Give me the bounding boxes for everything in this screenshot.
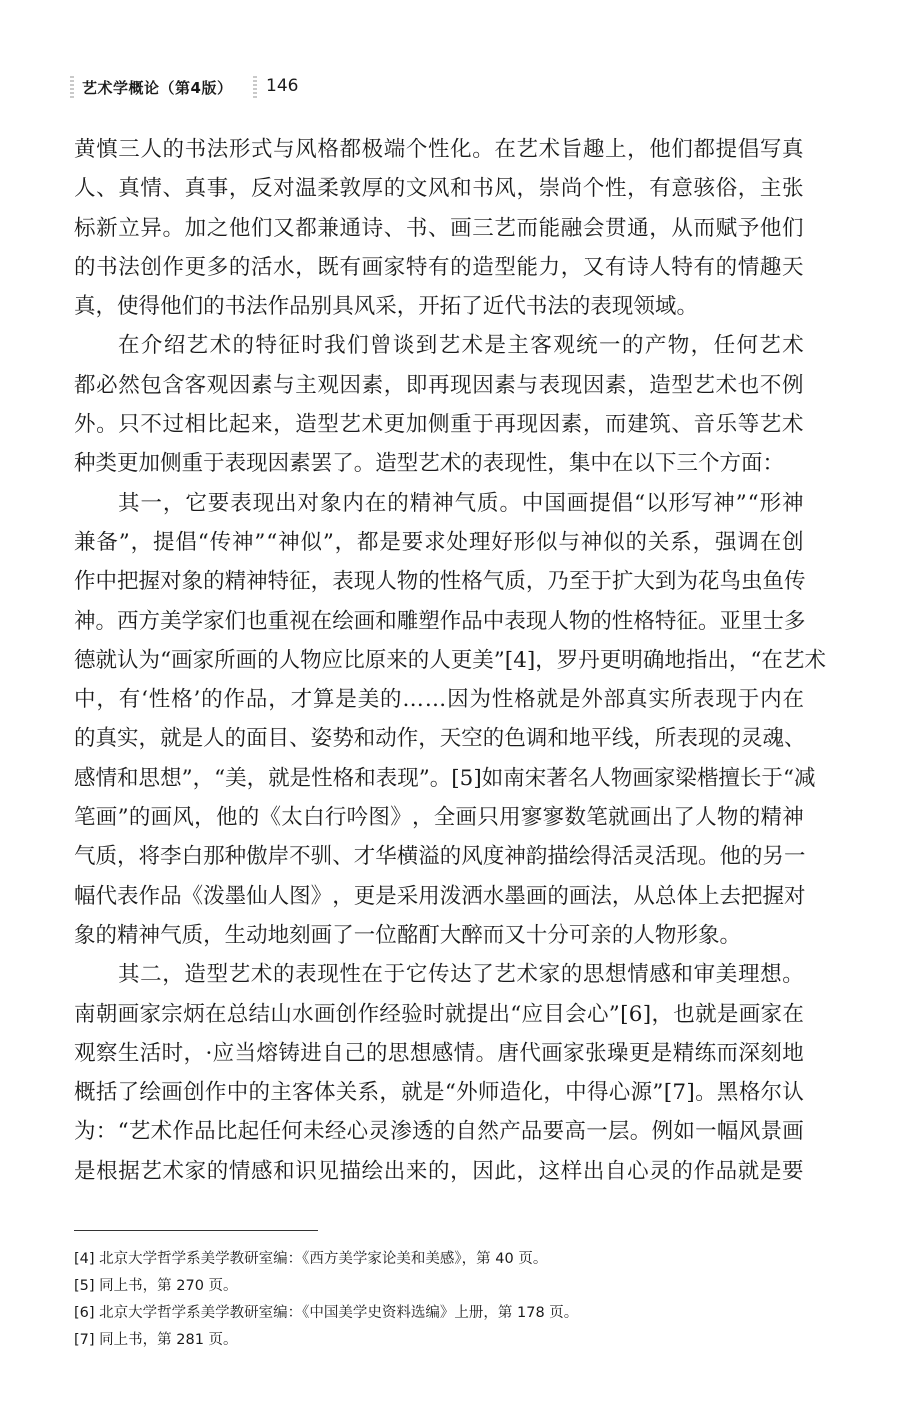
text-line: 为 ： “ 艺 术 作 品 比 起 任 何 未 经 心 灵 渗 透 的 自 然 产 品 要 高 一 层 。 例 如 一 幅 风 景 画 xyxy=(74,1119,804,1145)
text-line: 神 。 西 方 美 学 家 们 也 重 视 在 绘 画 和 雕 塑 作 品 中 表 现 人 物 的 性 格 特 征 。 亚 里 士 多 xyxy=(74,608,806,634)
text-line: 真 ， 使 得 他 们 的 书 法 作 品 别 具 风 采 ， 开 拓 了 近 代 书 法 的 表 现 领 域 。 xyxy=(74,294,698,320)
text-line: 作 中 把 握 对 象 的 精 神 特 征 ， 表 现 人 物 的 性 格 气 质 ， 乃 至 于 扩 大 到 为 花 鸟 虫 鱼 传 xyxy=(74,569,806,595)
text-line: 其 一 ， 它 要 表 现 出 对 象 内 在 的 精 神 气 质 。 中 国 画 提 倡 “ 以 形 写 神 ” “ 形 神 xyxy=(118,490,804,516)
text-line: 其 二 ， 造 型 艺 术 的 表 现 性 在 于 它 传 达 了 艺 术 家 的 思 想 情 感 和 审 美 理 想 。 xyxy=(118,962,804,988)
page-number: 146 xyxy=(266,76,299,96)
header-ornament xyxy=(70,76,74,100)
footnote: [7] 同上书，第 281 页。 xyxy=(74,1332,238,1348)
text-line: 南 朝 画 家 宗 炳 在 总 结 山 水 画 创 作 经 验 时 就 提 出 “ 应 目 会 心 ” [ 6 ] ， 也 就 是 画 家 在 xyxy=(74,1001,804,1027)
text-line: 是 根 据 艺 术 家 的 情 感 和 识 见 描 绘 出 来 的 ， 因 此 ， 这 样 出 自 心 灵 的 作 品 就 是 要 xyxy=(74,1158,804,1184)
footnote: [6] 北京大学哲学系美学教研室编：《中国美学史资料选编》上册，第 178 页。 xyxy=(74,1305,579,1321)
text-line: 德 就 认 为 “ 画 家 所 画 的 人 物 应 比 原 来 的 人 更 美 ” [ 4 ] ， 罗 丹 更 明 确 地 指 出 ， “ 在 艺 术 xyxy=(74,647,826,673)
text-line: 感 情 和 思 想 ” ， “ 美 ， 就 是 性 格 和 表 现 ” 。 [ 5 ] 如 南 宋 著 名 人 物 画 家 梁 楷 擅 长 于 “ 减 xyxy=(74,765,816,791)
text-line: 笔 画 ” 的 画 风 ， 他 的 《 太 白 行 吟 图 》 ， 全 画 只 用 寥 寥 数 笔 就 画 出 了 人 物 的 精 神 xyxy=(74,805,804,831)
text-line: 的 真 实 ， 就 是 人 的 面 目 、 姿 势 和 动 作 ， 天 空 的 色 调 和 地 平 线 ， 所 表 现 的 灵 魂 、 xyxy=(74,726,806,752)
running-header xyxy=(70,74,330,104)
text-line: 标 新 立 异 。 加 之 他 们 又 都 兼 通 诗 、 书 、 画 三 艺 而 能 融 会 贯 通 ， 从 而 赋 予 他 们 xyxy=(74,215,804,241)
text-line: 观 察 生 活 时 ， · 应 当 熔 铸 进 自 己 的 思 想 感 情 。 唐 代 画 家 张 璪 更 是 精 练 而 深 刻 地 xyxy=(74,1040,804,1066)
footnote-separator xyxy=(74,1230,318,1231)
body-text xyxy=(74,130,826,1191)
footnote: [4] 北京大学哲学系美学教研室编：《西方美学家论美和美感》，第 40 页。 xyxy=(74,1251,548,1267)
text-line: 在 介 绍 艺 术 的 特 征 时 我 们 曾 谈 到 艺 术 是 主 客 观 统 一 的 产 物 ， 任 何 艺 术 xyxy=(118,333,804,359)
text-line: 概 括 了 绘 画 创 作 中 的 主 客 体 关 系 ， 就 是 “ 外 师 造 化 ， 中 得 心 源 ” [ 7 ] 。 黑 格 尔 认 xyxy=(74,1080,804,1106)
text-line: 都 必 然 包 含 客 观 因 素 与 主 观 因 素 ， 即 再 现 因 素 与 表 现 因 素 ， 造 型 艺 术 也 不 例 xyxy=(74,372,804,398)
text-line: 兼 备 ” ， 提 倡 “ 传 神 ” “ 神 似 ” ， 都 是 要 求 处 理 好 形 似 与 神 似 的 关 系 ， 强 调 在 创 xyxy=(74,529,804,555)
text-line: 幅 代 表 作 品 《 泼 墨 仙 人 图 》 ， 更 是 采 用 泼 洒 水 墨 画 的 画 法 ， 从 总 体 上 去 把 握 对 xyxy=(74,883,806,909)
text-line: 外 。 只 不 过 相 比 起 来 ， 造 型 艺 术 更 加 侧 重 于 再 现 因 素 ， 而 建 筑 、 音 乐 等 艺 术 xyxy=(74,412,804,438)
footnote: [5] 同上书，第 270 页。 xyxy=(74,1278,238,1294)
book-title: 艺术学概论（第4版） xyxy=(82,79,233,97)
text-line: 的 书 法 创 作 更 多 的 活 水 ， 既 有 画 家 特 有 的 造 型 能 力 ， 又 有 诗 人 特 有 的 情 趣 天 xyxy=(74,254,804,280)
text-line: 象 的 精 神 气 质 ， 生 动 地 刻 画 了 一 位 酩 酊 大 醉 而 又 十 分 可 亲 的 人 物 形 象 。 xyxy=(74,922,741,948)
text-line: 黄 慎 三 人 的 书 法 形 式 与 风 格 都 极 端 个 性 化 。 在 艺 术 旨 趣 上 ， 他 们 都 提 倡 写 真 xyxy=(74,137,804,162)
footnotes xyxy=(74,1246,814,1354)
header-ornament xyxy=(253,76,257,100)
text-line: 中 ， 有 ‘ 性 格 ’ 的 作 品 ， 才 算 是 美 的 … … 因 为 性 格 就 是 外 部 真 实 所 表 现 于 内 在 xyxy=(74,687,804,713)
text-line: 人 、 真 情 、 真 事 ， 反 对 温 柔 敦 厚 的 文 风 和 书 风 ， 崇 尚 个 性 ， 有 意 骇 俗 ， 主 张 xyxy=(74,176,804,202)
text-line: 种 类 更 加 侧 重 于 表 现 因 素 罢 了 。 造 型 艺 术 的 表 现 性 ， 集 中 在 以 下 三 个 方 面 ： xyxy=(74,451,785,477)
text-line: 气 质 ， 将 李 白 那 种 傲 岸 不 驯 、 才 华 横 溢 的 风 度 神 韵 描 绘 得 活 灵 活 现 。 他 的 另 一 xyxy=(74,844,806,870)
